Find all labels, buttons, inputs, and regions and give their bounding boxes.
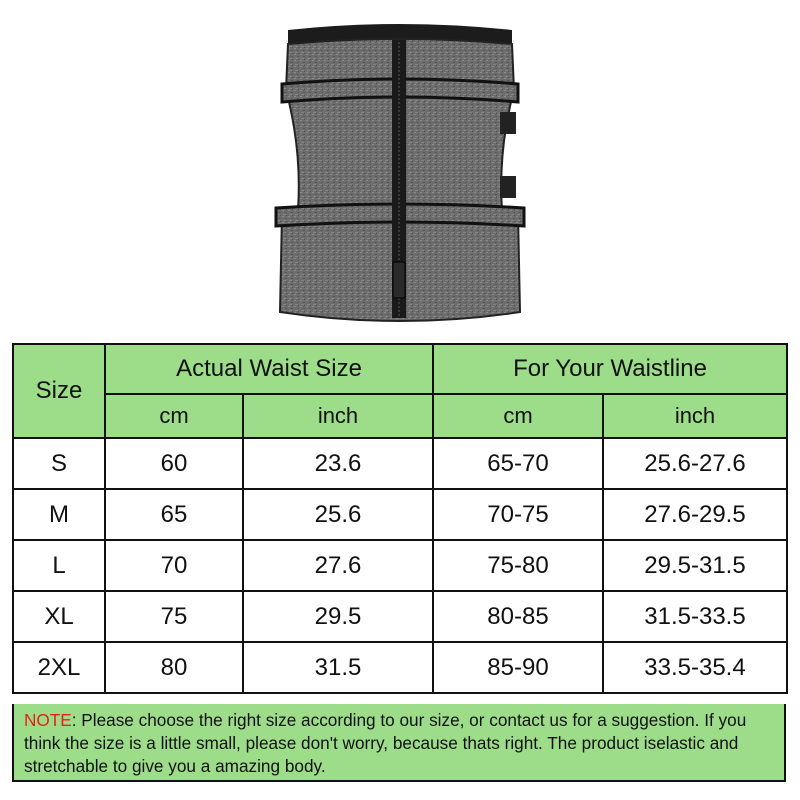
waistline-inch-cell: 27.6-29.5: [603, 489, 787, 540]
actual-inch-cell: 31.5: [243, 642, 433, 693]
actual-cm-cell: 65: [105, 489, 243, 540]
size-cell: L: [13, 540, 105, 591]
waistline-inch-cell: 29.5-31.5: [603, 540, 787, 591]
waistline-inch-cell: 33.5-35.4: [603, 642, 787, 693]
actual-waist-size-header: Actual Waist Size: [105, 344, 433, 394]
waistline-cm-cell: 65-70: [433, 438, 603, 489]
waistline-inch-cell: 25.6-27.6: [603, 438, 787, 489]
note-label: NOTE: [24, 710, 72, 730]
actual-inch-cell: 27.6: [243, 540, 433, 591]
zipper-pull: [393, 262, 405, 298]
table-row: [13, 642, 787, 693]
waistline-cm-cell: 80-85: [433, 591, 603, 642]
for-your-waistline-header: For Your Waistline: [433, 344, 787, 394]
actual-inch-cell: 29.5: [243, 591, 433, 642]
waistline-cm-cell: 75-80: [433, 540, 603, 591]
size-cell: S: [13, 438, 105, 489]
waist-trainer-illustration: [0, 0, 800, 330]
waistline-inch-header: inch: [603, 394, 787, 438]
table-row: [13, 489, 787, 540]
waistline-inch-cell: 31.5-33.5: [603, 591, 787, 642]
actual-inch-cell: 23.6: [243, 438, 433, 489]
product-image: [0, 0, 800, 330]
size-note: [12, 704, 786, 782]
size-cell: 2XL: [13, 642, 105, 693]
actual-cm-cell: 75: [105, 591, 243, 642]
table-row: [13, 438, 787, 489]
actual-cm-header: cm: [105, 394, 243, 438]
size-header: Size: [13, 344, 105, 438]
actual-inch-header: inch: [243, 394, 433, 438]
actual-cm-cell: 80: [105, 642, 243, 693]
waistline-cm-header: cm: [433, 394, 603, 438]
size-cell: M: [13, 489, 105, 540]
note-text: : Please choose the right size according to our size, or contact us for a suggestion. If you think the size is a little small, please don't worry, because thats right. The product iselastic and stretchable to give you a amazing body.: [24, 710, 747, 776]
size-chart-table: [12, 343, 788, 694]
waistline-cm-cell: 70-75: [433, 489, 603, 540]
waistline-cm-cell: 85-90: [433, 642, 603, 693]
table-row: [13, 591, 787, 642]
actual-inch-cell: 25.6: [243, 489, 433, 540]
actual-cm-cell: 70: [105, 540, 243, 591]
size-cell: XL: [13, 591, 105, 642]
table-row: [13, 540, 787, 591]
actual-cm-cell: 60: [105, 438, 243, 489]
